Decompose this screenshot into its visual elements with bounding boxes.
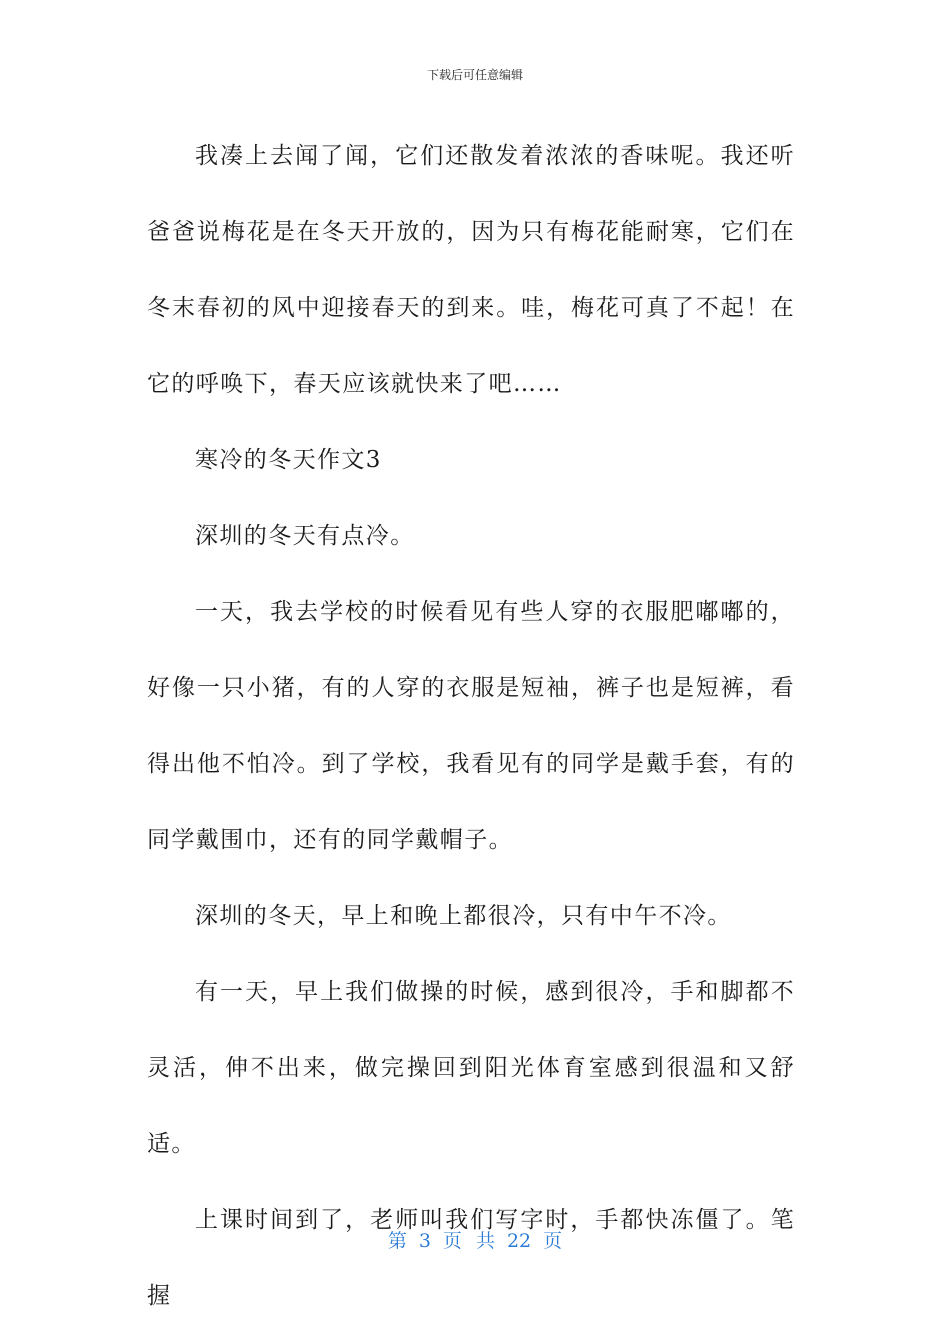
section-heading: 寒冷的冬天作文3 — [195, 447, 382, 473]
paragraph-1: 我凑上去闻了闻，它们还散发着浓浓的香味呢。我还听爸爸说梅花是在冬天开放的，因为只有梅花能耐寒，它们在冬末春初的风中迎接春天的到来。哇，梅花可真了不起！在它的呼唤下，春天应该就快来了吧…… — [147, 143, 795, 397]
footer-middle: 页 共 — [442, 1230, 495, 1252]
footer-prefix: 第 — [387, 1230, 407, 1252]
paragraph-6: 上课时间到了，老师叫我们写字时，手都快冻僵了。笔握 — [147, 1207, 795, 1309]
paragraph-4: 深圳的冬天，早上和晚上都很冷，只有中午不冷。 — [195, 903, 732, 929]
paragraph-5: 有一天，早上我们做操的时候，感到很冷，手和脚都不灵活，伸不出来，做完操回到阳光体育室感到很温和又舒适。 — [147, 979, 795, 1157]
document-body — [147, 118, 795, 1334]
footer-suffix: 页 — [543, 1230, 563, 1252]
footer-total-pages: 22 — [506, 1230, 532, 1252]
footer-page-number: 3 — [418, 1230, 431, 1252]
paragraph-3: 一天，我去学校的时候看见有些人穿的衣服肥嘟嘟的，好像一只小猪，有的人穿的衣服是短袖，裤子也是短裤，看得出他不怕冷。到了学校，我看见有的同学是戴手套，有的同学戴围巾，还有的同学戴帽子。 — [147, 599, 795, 853]
page-header: 下载后可任意编辑 — [426, 68, 523, 82]
page-footer — [0, 1226, 950, 1253]
paragraph-2: 深圳的冬天有点冷。 — [195, 523, 415, 549]
